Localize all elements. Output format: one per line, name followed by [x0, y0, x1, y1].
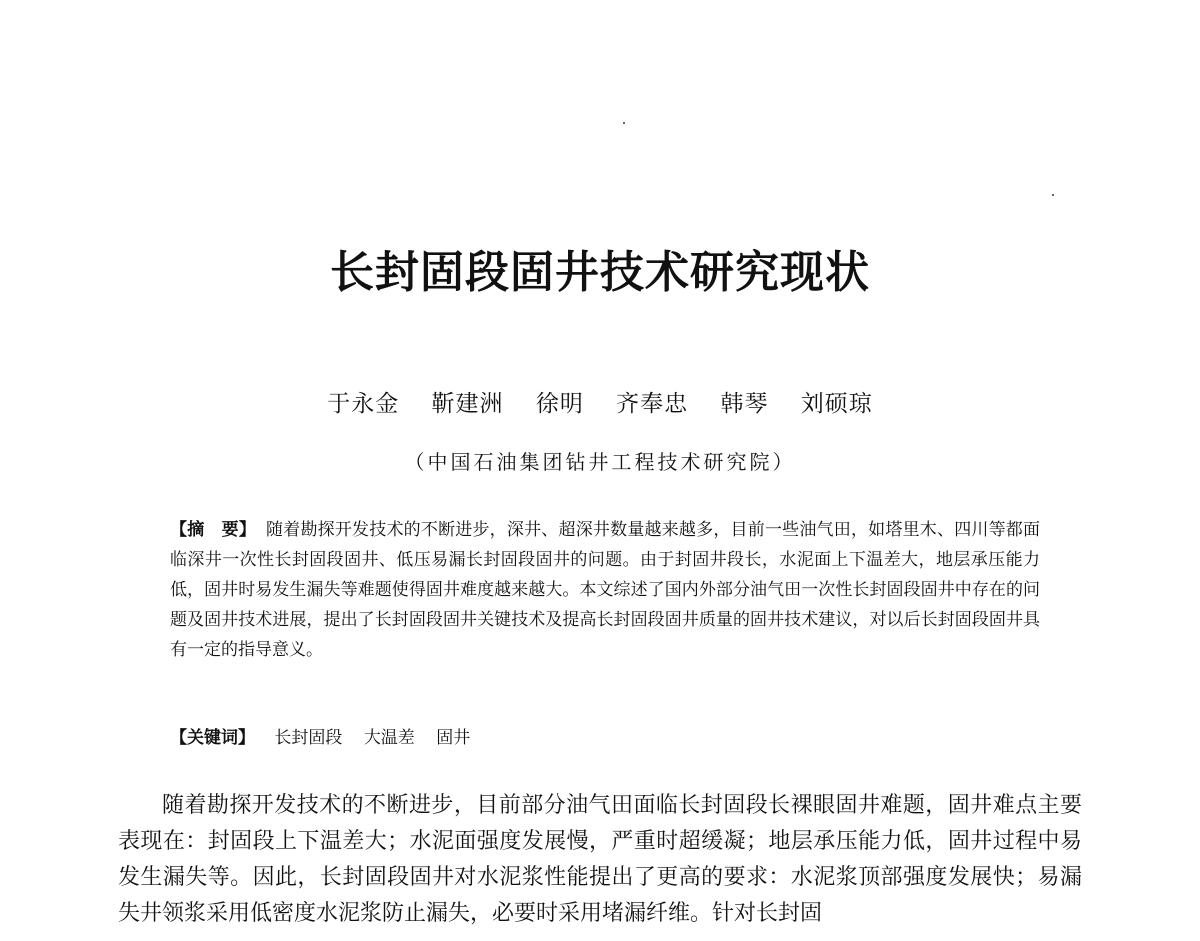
- author-name: 于永金: [327, 391, 400, 417]
- scan-speck: [623, 122, 625, 124]
- keywords-label: 【关键词】: [170, 728, 255, 748]
- keywords: [170, 723, 1040, 753]
- abstract: [170, 515, 1040, 665]
- keyword: 长封固段: [274, 728, 343, 748]
- paper-title: 长封固段固井技术研究现状: [330, 247, 870, 298]
- author-list: [0, 388, 1200, 420]
- keyword: 固井: [436, 728, 471, 748]
- author-affiliation: （中国石油集团钻井工程技术研究院）: [404, 450, 796, 474]
- author-name: 韩琴: [720, 391, 769, 417]
- author-name: 靳建洲: [431, 391, 504, 417]
- keyword: 大温差: [363, 728, 415, 748]
- author-name: 徐明: [535, 391, 584, 417]
- body-paragraph: 随着勘探开发技术的不断进步，目前部分油气田面临长封固段长裸眼固井难题，固井难点主要表现在：封固段上下温差大；水泥面强度发展慢，严重时超缓凝；地层承压能力低，固井过程中易发生漏失等。因此，长封固段固井对水泥浆性能提出了更高的要求：水泥浆顶部强度发展快；易漏失井领浆采用低密度水泥浆防止漏失，必要时采用堵漏纤维。针对长封固: [118, 793, 1082, 926]
- author-name: 刘硕琼: [800, 391, 873, 417]
- author-name: 齐奉忠: [616, 391, 689, 417]
- scan-speck: [1052, 194, 1054, 196]
- abstract-label: 【摘 要】: [170, 520, 257, 540]
- abstract-text: 随着勘探开发技术的不断进步，深井、超深井数量越来越多，目前一些油气田，如塔里木、四川等都面临深井一次性长封固段固井、低压易漏长封固段固井的问题。由于封固井段长，水泥面上下温差大，地层承压能力低，固井时易发生漏失等难题使得固井难度越来越大。本文综述了国内外部分油气田一次性长封固段固井中存在的问题及固井技术进展，提出了长封固段固井关键技术及提高长封固段固井质量的固井技术建议，对以后长封固段固井具有一定的指导意义。: [170, 520, 1041, 660]
